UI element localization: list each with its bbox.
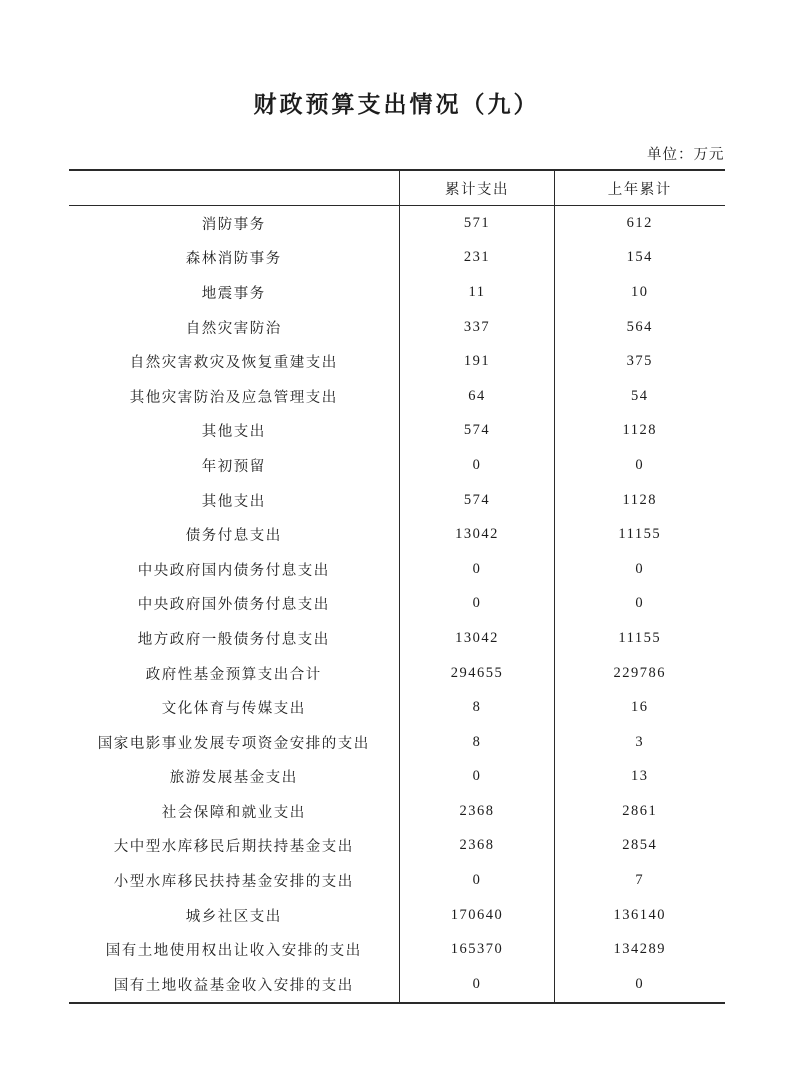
- category-cell: 年初预留: [69, 448, 400, 483]
- cumulative-expenditure-cell: 574: [400, 483, 555, 518]
- cumulative-expenditure-cell: 8: [400, 725, 555, 760]
- table-row: [69, 794, 725, 829]
- category-cell: 其他支出: [69, 483, 400, 518]
- cumulative-expenditure-cell: 191: [400, 344, 555, 379]
- table-row: [69, 517, 725, 552]
- table-row: [69, 587, 725, 622]
- cumulative-expenditure-cell: 337: [400, 310, 555, 345]
- category-cell: 国家电影事业发展专项资金安排的支出: [69, 725, 400, 760]
- category-cell: 文化体育与传媒支出: [69, 690, 400, 725]
- cumulative-expenditure-cell: 571: [400, 206, 555, 241]
- prev-year-cumulative-cell: 11155: [618, 629, 662, 646]
- table-row: [69, 863, 725, 898]
- category-cell: 大中型水库移民后期扶持基金支出: [69, 829, 400, 864]
- prev-year-cumulative-cell: 10: [631, 283, 649, 300]
- table-row: [69, 898, 725, 933]
- cumulative-expenditure-cell: 0: [400, 967, 555, 1003]
- cumulative-expenditure-cell: 2368: [400, 829, 555, 864]
- prev-year-cumulative-cell: 612: [626, 214, 653, 231]
- cumulative-expenditure-cell: 0: [400, 552, 555, 587]
- header-prev-year-cumulative: 上年累计: [555, 170, 725, 206]
- table-row: [69, 483, 725, 518]
- table-row: [69, 829, 725, 864]
- prev-year-cumulative-cell: 0: [635, 560, 645, 577]
- category-cell: 政府性基金预算支出合计: [69, 656, 400, 691]
- category-cell: 债务付息支出: [69, 517, 400, 552]
- table-row: [69, 241, 725, 276]
- category-cell: 森林消防事务: [69, 241, 400, 276]
- prev-year-cumulative-cell: 0: [635, 595, 645, 612]
- cumulative-expenditure-cell: 64: [400, 379, 555, 414]
- page-title: 财政预算支出情况（九）: [253, 92, 540, 117]
- cumulative-expenditure-cell: 11: [400, 275, 555, 310]
- category-cell: 旅游发展基金支出: [69, 760, 400, 795]
- category-cell: 其他灾害防治及应急管理支出: [69, 379, 400, 414]
- cumulative-expenditure-cell: 170640: [400, 898, 555, 933]
- cumulative-expenditure-cell: 231: [400, 241, 555, 276]
- cumulative-expenditure-cell: 2368: [400, 794, 555, 829]
- budget-table: [69, 169, 725, 1004]
- cumulative-expenditure-cell: 294655: [400, 656, 555, 691]
- table-row: [69, 310, 725, 345]
- table-row: [69, 760, 725, 795]
- prev-year-cumulative-cell: 54: [631, 387, 649, 404]
- table-row: [69, 414, 725, 449]
- table-row: [69, 725, 725, 760]
- table-row: [69, 206, 725, 241]
- prev-year-cumulative-cell: 1128: [622, 422, 657, 439]
- table-row: [69, 552, 725, 587]
- cumulative-expenditure-cell: 13042: [400, 621, 555, 656]
- prev-year-cumulative-cell: 154: [626, 249, 653, 266]
- table-row: [69, 967, 725, 1003]
- cumulative-expenditure-cell: 574: [400, 414, 555, 449]
- header-cumulative-expenditure: 累计支出: [400, 170, 555, 206]
- prev-year-cumulative-cell: 16: [631, 699, 649, 716]
- prev-year-cumulative-cell: 13: [631, 768, 649, 785]
- cumulative-expenditure-cell: 0: [400, 587, 555, 622]
- table-row: [69, 690, 725, 725]
- unit-label: 单位：万元: [647, 147, 725, 163]
- table-header-row: [69, 170, 725, 206]
- cumulative-expenditure-cell: 13042: [400, 517, 555, 552]
- prev-year-cumulative-cell: 375: [626, 353, 653, 370]
- table-row: [69, 621, 725, 656]
- prev-year-cumulative-cell: 564: [626, 318, 653, 335]
- prev-year-cumulative-cell: 0: [635, 456, 645, 473]
- cumulative-expenditure-cell: 0: [400, 863, 555, 898]
- category-cell: 国有土地收益基金收入安排的支出: [69, 967, 400, 1003]
- prev-year-cumulative-cell: 2861: [622, 802, 658, 819]
- prev-year-cumulative-cell: 136140: [613, 906, 666, 923]
- category-cell: 消防事务: [69, 206, 400, 241]
- table-body: [69, 206, 725, 1003]
- table-row: [69, 448, 725, 483]
- category-cell: 城乡社区支出: [69, 898, 400, 933]
- cumulative-expenditure-cell: 0: [400, 760, 555, 795]
- prev-year-cumulative-cell: 134289: [613, 941, 666, 958]
- category-cell: 自然灾害防治: [69, 310, 400, 345]
- category-cell: 中央政府国外债务付息支出: [69, 587, 400, 622]
- category-cell: 社会保障和就业支出: [69, 794, 400, 829]
- category-cell: 自然灾害救灾及恢复重建支出: [69, 344, 400, 379]
- category-cell: 其他支出: [69, 414, 400, 449]
- category-cell: 国有土地使用权出让收入安排的支出: [69, 932, 400, 967]
- prev-year-cumulative-cell: 229786: [613, 664, 666, 681]
- prev-year-cumulative-cell: 3: [635, 733, 645, 750]
- category-cell: 中央政府国内债务付息支出: [69, 552, 400, 587]
- category-cell: 小型水库移民扶持基金安排的支出: [69, 863, 400, 898]
- category-cell: 地震事务: [69, 275, 400, 310]
- table-row: [69, 379, 725, 414]
- prev-year-cumulative-cell: 0: [635, 975, 645, 992]
- cumulative-expenditure-cell: 165370: [400, 932, 555, 967]
- cumulative-expenditure-cell: 0: [400, 448, 555, 483]
- prev-year-cumulative-cell: 7: [635, 872, 645, 889]
- table-row: [69, 932, 725, 967]
- prev-year-cumulative-cell: 11155: [618, 526, 662, 543]
- prev-year-cumulative-cell: 2854: [622, 837, 658, 854]
- table-row: [69, 656, 725, 691]
- prev-year-cumulative-cell: 1128: [622, 491, 657, 508]
- table-row: [69, 344, 725, 379]
- category-cell: 地方政府一般债务付息支出: [69, 621, 400, 656]
- cumulative-expenditure-cell: 8: [400, 690, 555, 725]
- table-row: [69, 275, 725, 310]
- header-category: [69, 170, 400, 206]
